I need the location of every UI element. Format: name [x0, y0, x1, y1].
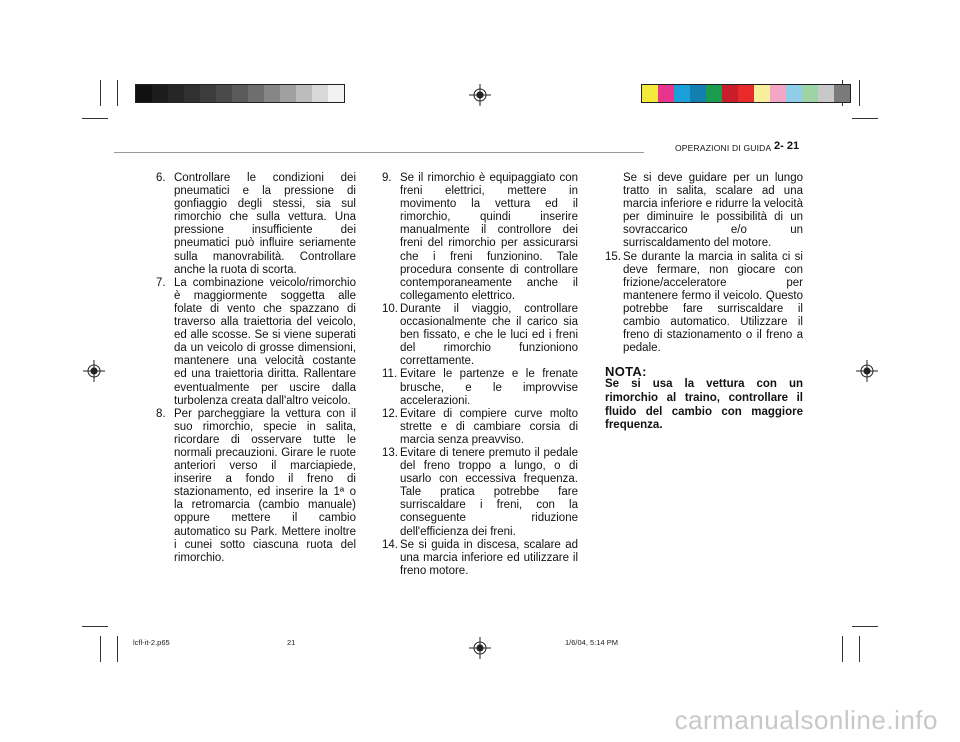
color-swatch: [770, 85, 786, 102]
crop-mark: [82, 118, 108, 119]
page-number: 2- 21: [774, 140, 800, 152]
crop-mark: [852, 118, 878, 119]
item-number: 15.: [605, 250, 621, 263]
color-swatch: [738, 85, 754, 102]
header-rule: [114, 152, 644, 153]
item-number: 8.: [156, 407, 166, 420]
color-swatch: [184, 85, 200, 102]
list-item: [156, 172, 356, 277]
crop-mark: [100, 80, 101, 106]
color-swatch: [248, 85, 264, 102]
item-text: Evitare le partenze e le frenate brusche, e le improvvise accelerazioni.: [400, 368, 578, 407]
item-number: 14.: [382, 538, 398, 551]
grayscale-bar: [135, 84, 345, 103]
note-heading: NOTA:: [605, 364, 647, 380]
color-swatch: [690, 85, 706, 102]
crop-mark: [842, 636, 843, 662]
crop-mark: [859, 636, 860, 662]
color-swatch: [200, 85, 216, 102]
color-swatch: [152, 85, 168, 102]
color-swatch: [674, 85, 690, 102]
continuation-paragraph: Se si deve guidare per un lungo tratto in salita, scalare ad una marcia inferiore e ridurre la velocità per diminuire le possibilità di un sovraccarico e/o un surriscaldamento del motore.: [623, 172, 803, 250]
color-swatch: [658, 85, 674, 102]
watermark: carmanualsonline.info: [674, 705, 938, 735]
item-number: 13.: [382, 446, 398, 459]
list-item: [605, 251, 803, 356]
list-item: [382, 539, 578, 578]
crop-mark: [852, 626, 878, 627]
registration-mark-icon: [83, 360, 105, 382]
crop-mark: [859, 80, 860, 106]
item-number: 10.: [382, 302, 398, 315]
numbered-list: [605, 251, 803, 356]
list-item: [382, 408, 578, 447]
item-text: Evitare di tenere premuto il pedale del freno troppo a lungo, o di usarlo con eccessiva frequenza. Tale pratica potrebbe fare surriscaldare i freni, con la conseguente riduzione dell'efficienza dei freni.: [400, 446, 578, 538]
color-swatch: [280, 85, 296, 102]
crop-mark: [117, 80, 118, 106]
color-swatch: [264, 85, 280, 102]
footer-timestamp: 1/6/04, 5:14 PM: [565, 638, 618, 647]
section-title: OPERAZIONI DI GUIDA: [675, 143, 772, 153]
item-number: 11.: [382, 368, 398, 381]
color-swatch: [786, 85, 802, 102]
color-swatch: [136, 85, 152, 102]
list-item: [382, 368, 578, 407]
item-number: 6.: [156, 172, 166, 184]
color-swatch: [818, 85, 834, 102]
list-item: [156, 277, 356, 408]
item-text: Evitare di compiere curve molto strette e di cambiare corsia di marcia senza preavviso.: [400, 407, 578, 446]
color-calibration-bar: [641, 84, 851, 103]
item-text: Se durante la marcia in salita ci si deve fermare, non giocare con frizione/acceleratore per mantenere fermo il veicolo. Questo potrebbe fare surriscaldare il cambio automatico. Utilizzare il freno di stazionamento o il freno a pedale.: [623, 250, 803, 355]
item-text: La combinazione veicolo/rimorchio è maggiormente soggetta alle folate di vento che spazzano di traverso alla traiettoria del veicolo, ed alle scosse. Se si viene superati da un veicolo di grosse dimensioni, mantenere una velocità costante ed una traiettoria diritta. Rallentare eventualmente per uscire dalla turbolenza creata dall'altro veicolo.: [174, 276, 356, 407]
color-swatch: [802, 85, 818, 102]
registration-mark-icon: [856, 360, 878, 382]
item-number: 12.: [382, 407, 398, 420]
text-column-1: [156, 172, 356, 565]
item-text: Se il rimorchio è equipaggiato con freni elettrici, mettere in movimento la vettura ed il rimorchio, quindi inserire manualmente il controllore dei freni del rimorchio per assicurarsi che i freni funzionino. Tale procedura consente di controllare contemporaneamente anche il collegamento elettrico.: [400, 172, 578, 302]
footer-filename: lcfl-it-2.p65: [133, 638, 170, 647]
registration-mark-icon: [469, 84, 491, 106]
color-swatch: [706, 85, 722, 102]
item-text: Durante il viaggio, controllare occasionalmente che il carico sia ben fissato, e che le luci ed i freni del rimorchio funzioniono correttamente.: [400, 302, 578, 368]
color-swatch: [312, 85, 328, 102]
item-text: Per parcheggiare la vettura con il suo rimorchio, specie in salita, ricordare di osservare tutte le normali precauzioni. Girare le ruote anteriori verso il marciapiede, inserire a fondo il freno di stazionamento, ed inserire la 1ª o la retromarcia (cambio manuale) oppure mettere il cambio automatico su Park. Mettere inoltre i cunei sotto ciascuna ruota del rimorchio.: [174, 407, 356, 564]
color-swatch: [754, 85, 770, 102]
list-item: [382, 172, 578, 303]
text-column-3: [605, 172, 803, 433]
crop-mark: [117, 636, 118, 662]
color-swatch: [168, 85, 184, 102]
list-item: [156, 408, 356, 565]
crop-mark: [82, 626, 108, 627]
color-swatch: [834, 85, 850, 102]
item-number: 9.: [382, 172, 392, 184]
item-text: Controllare le condizioni dei pneumatici e la pressione di gonfiaggio degli stessi, sia sul rimorchio che sulla vettura. Una pressione insufficiente dei pneumatici può influire seriamente sulla manovrabilità. Controllare anche la ruota di scorta.: [174, 172, 356, 276]
list-item: [382, 303, 578, 368]
color-swatch: [216, 85, 232, 102]
item-number: 7.: [156, 276, 166, 289]
color-swatch: [296, 85, 312, 102]
footer-page: 21: [287, 638, 296, 647]
text-column-2: [382, 172, 578, 578]
item-text: Se si guida in discesa, scalare ad una marcia inferiore ed utilizzare il freno motore.: [400, 538, 578, 577]
crop-mark: [100, 636, 101, 662]
color-swatch: [722, 85, 738, 102]
color-swatch: [642, 85, 658, 102]
registration-mark-icon: [469, 637, 491, 659]
color-swatch: [232, 85, 248, 102]
note-text: Se si usa la vettura con un rimorchio al traino, controllare il fluido del cambio con maggiore frequenza.: [605, 378, 803, 432]
list-item: [382, 447, 578, 539]
color-swatch: [328, 85, 344, 102]
